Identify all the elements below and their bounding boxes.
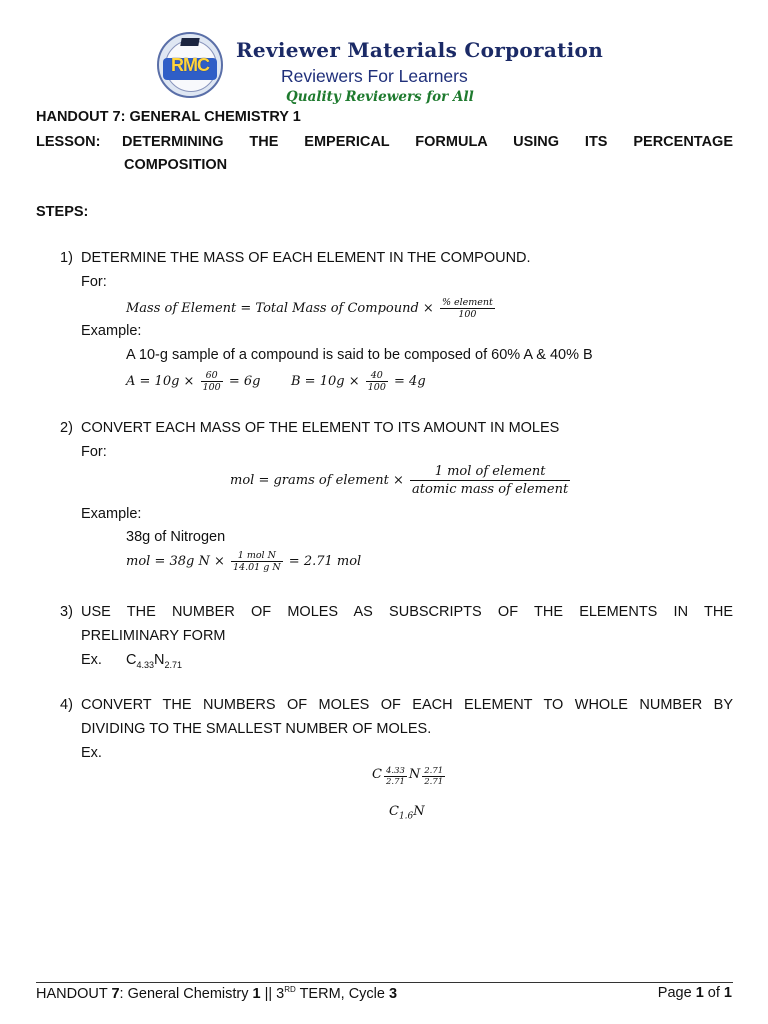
step1-formula-numerator: % element (441, 297, 493, 308)
logo-text: RMC (171, 55, 209, 75)
step3-line2: PRELIMINARY FORM (81, 628, 226, 644)
step3-line1: USE THE NUMBER OF MOLES AS SUBSCRIPTS OF THE ELEMENTS IN THE (81, 604, 733, 620)
step2-number: 2) (60, 420, 73, 436)
step2-for: For: (81, 444, 107, 460)
step4-number: 4) (60, 697, 73, 713)
step2-formula: mol = grams of element × $\frac{\text{1 mol of element}}{\text{atomic mass of element}}$ (230, 464, 569, 497)
footer-page-number: Page 1 of 1 (657, 985, 732, 1001)
company-logo (157, 32, 223, 98)
company-name: Reviewer Materials Corporation (236, 38, 604, 62)
slogan: Quality Reviewers for All (286, 89, 474, 105)
step4-ex-label: Ex. (81, 745, 102, 761)
footer-left: HANDOUT 7: General Chemistry 1 || 3RD TERM, Cycle 3 (36, 985, 398, 1002)
step1-example-label: Example: (81, 323, 142, 339)
lesson-title-line1: DETERMINING THE EMPERICAL FORMULA USING ITS PERCENTAGE (122, 134, 733, 150)
steps-heading: STEPS: (36, 204, 89, 220)
step1-formula: Mass of Element = Total Mass of Compound × $\frac{\text{\% element}}{100}$ (126, 297, 493, 320)
tagline: Reviewers For Learners (281, 66, 468, 86)
handout-title: HANDOUT 7: GENERAL CHEMISTRY 1 (36, 109, 301, 125)
step1-example-text: A 10-g sample of a compound is said to be composed of 60% A & 40% B (126, 347, 593, 363)
step1-calc-a: A = 10g × $\frac{60}{100}$ = 6g (126, 370, 261, 393)
step2-calc: mol = 38g N × $\frac{\text{1 mol N}}{\text{14.01 g N}}$ = 2.71 mol (126, 550, 362, 573)
step2-example-label: Example: (81, 506, 142, 522)
step2-formula-numerator: 1 mol of element (410, 463, 570, 481)
step4-division: C $\frac{4.33}{2.71}$ N $\frac{2.71}{2.71}$ (372, 766, 444, 787)
step3-number: 3) (60, 604, 73, 620)
step1-calc-b: B = 10g × $\frac{40}{100}$ = 4g (291, 370, 426, 393)
step3-ex-label: Ex. (81, 652, 102, 668)
step4-line2: DIVIDING TO THE SMALLEST NUMBER OF MOLES. (81, 721, 432, 737)
step3-formula: $C_{4.33}N_{2.71}$ (126, 652, 183, 670)
lesson-title-line2: COMPOSITION (124, 157, 228, 173)
step2-formula-denominator: atomic mass of element (411, 482, 569, 497)
step2-text: CONVERT EACH MASS OF THE ELEMENT TO ITS AMOUNT IN MOLES (81, 420, 560, 436)
step2-example-text: 38g of Nitrogen (126, 529, 226, 545)
step4-result: $C_{1.6}N$ (389, 804, 425, 822)
step4-line1: CONVERT THE NUMBERS OF MOLES OF EACH ELEMENT TO WHOLE NUMBER BY (81, 697, 733, 713)
lesson-label: LESSON: (36, 134, 101, 150)
step1-text: DETERMINE THE MASS OF EACH ELEMENT IN THE COMPOUND. (81, 250, 531, 266)
graduation-cap-icon (180, 38, 199, 46)
step1-for: For: (81, 274, 107, 290)
step1-number: 1) (60, 250, 73, 266)
footer-divider (36, 982, 733, 983)
step1-formula-denominator: 100 (458, 309, 477, 320)
